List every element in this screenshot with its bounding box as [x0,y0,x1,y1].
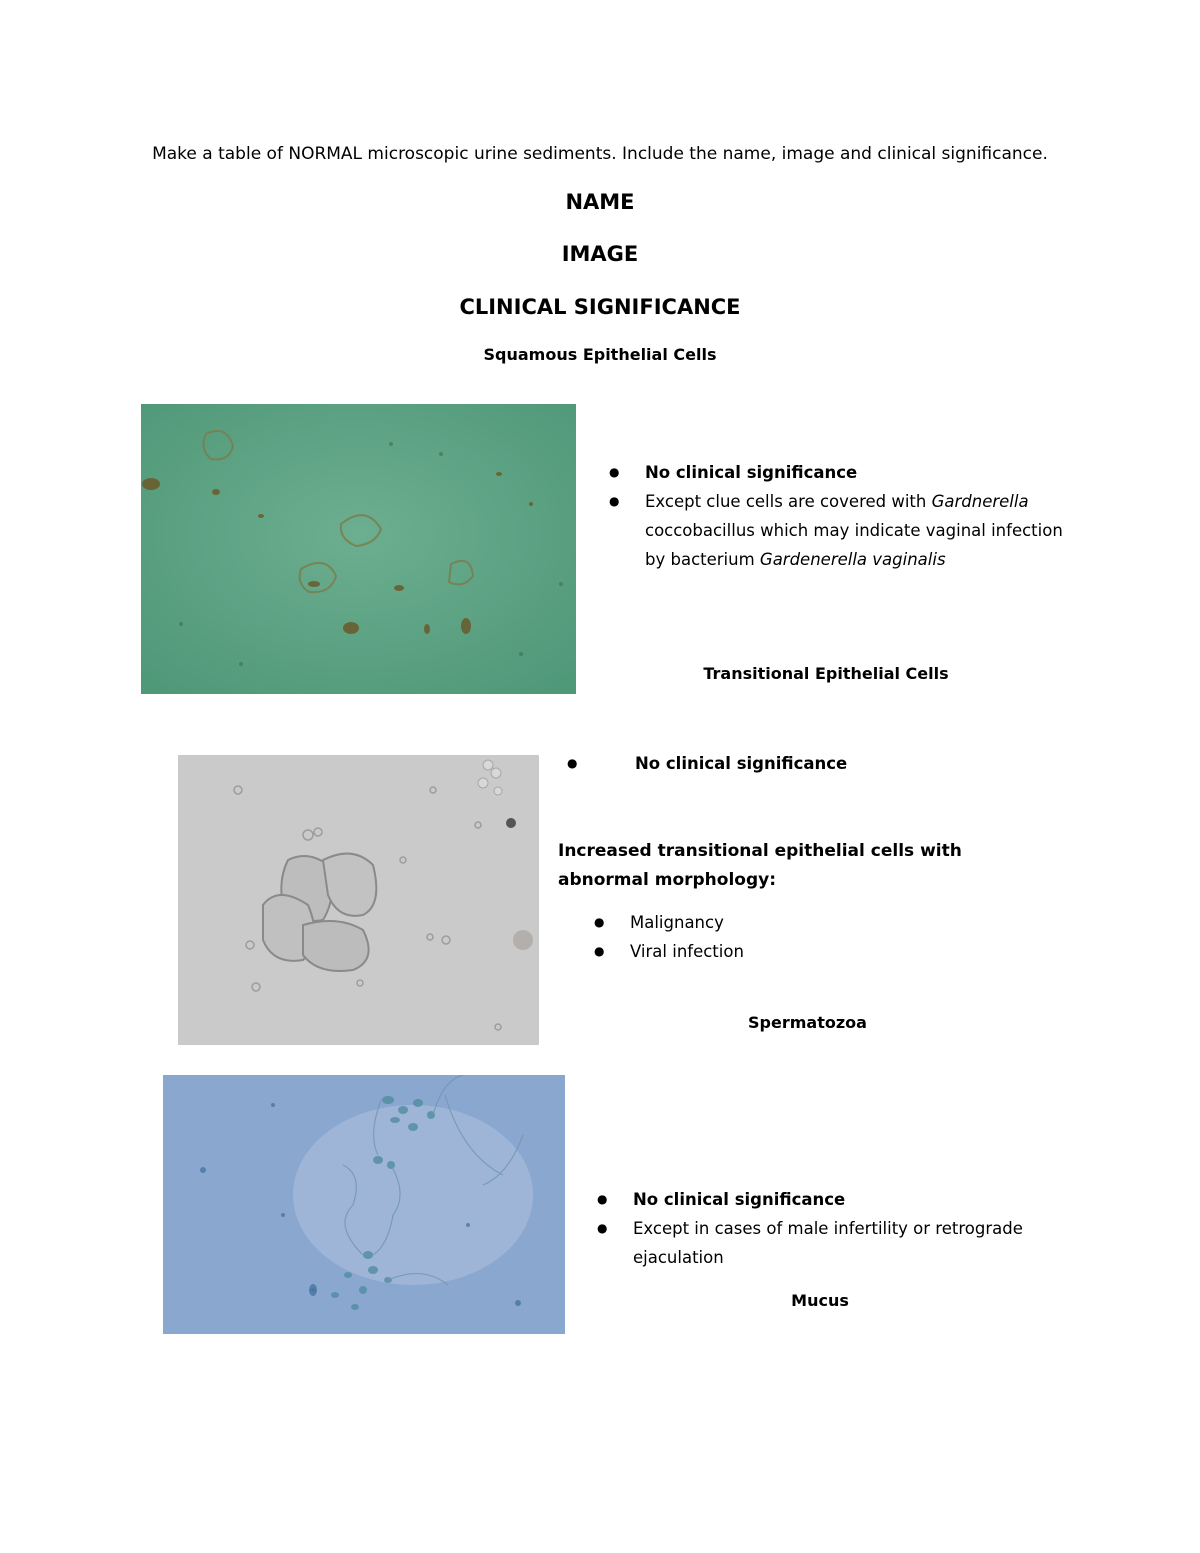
bullet-item: ● Viral infection [592,937,992,966]
header-image: IMAGE [561,242,639,266]
squamous-micrograph-icon [141,404,576,694]
bullet-text: coccobacillus which may indicate vaginal infection by bacterium [645,521,1063,569]
squamous-significance [607,458,1067,574]
spermatozoa-image [163,1075,565,1334]
transitional-note: Increased transitional epithelial cells with abnormal morphology: [558,841,962,890]
transitional-sub-bullets [592,908,992,966]
header-clinical-significance: CLINICAL SIGNIFICANCE [459,295,741,319]
transitional-micrograph-icon [178,755,539,1045]
bullet-item [607,487,1067,574]
spermatozoa-significance [595,1185,1065,1272]
bullet-item: ● No clinical significance [565,749,1045,778]
transitional-bullet [565,749,1045,778]
squamous-title: Squamous Epithelial Cells [483,345,717,364]
bullet-text: Except clue cells are covered with [645,492,932,511]
header-name: NAME [565,190,635,214]
bullet-italic-text: Gardnerella [931,492,1029,511]
bullet-item: ● No clinical significance [607,458,1067,487]
bullet-italic-text: Gardenerella vaginalis [759,550,946,569]
transitional-image [178,755,539,1045]
transitional-title: Transitional Epithelial Cells [703,664,949,683]
intro-text: Make a table of NORMAL microscopic urine sediments. Include the name, image and clinical significance. [152,144,1048,164]
spermatozoa-title: Spermatozoa [748,1013,867,1032]
mucus-title: Mucus [791,1291,849,1310]
spermatozoa-micrograph-icon [163,1075,565,1334]
squamous-image [141,404,576,694]
bullet-item: ● No clinical significance [595,1185,1065,1214]
bullet-item: ● Except in cases of male infertility or retrograde ejaculation [595,1214,1065,1272]
bullet-item: ● Malignancy [592,908,992,937]
